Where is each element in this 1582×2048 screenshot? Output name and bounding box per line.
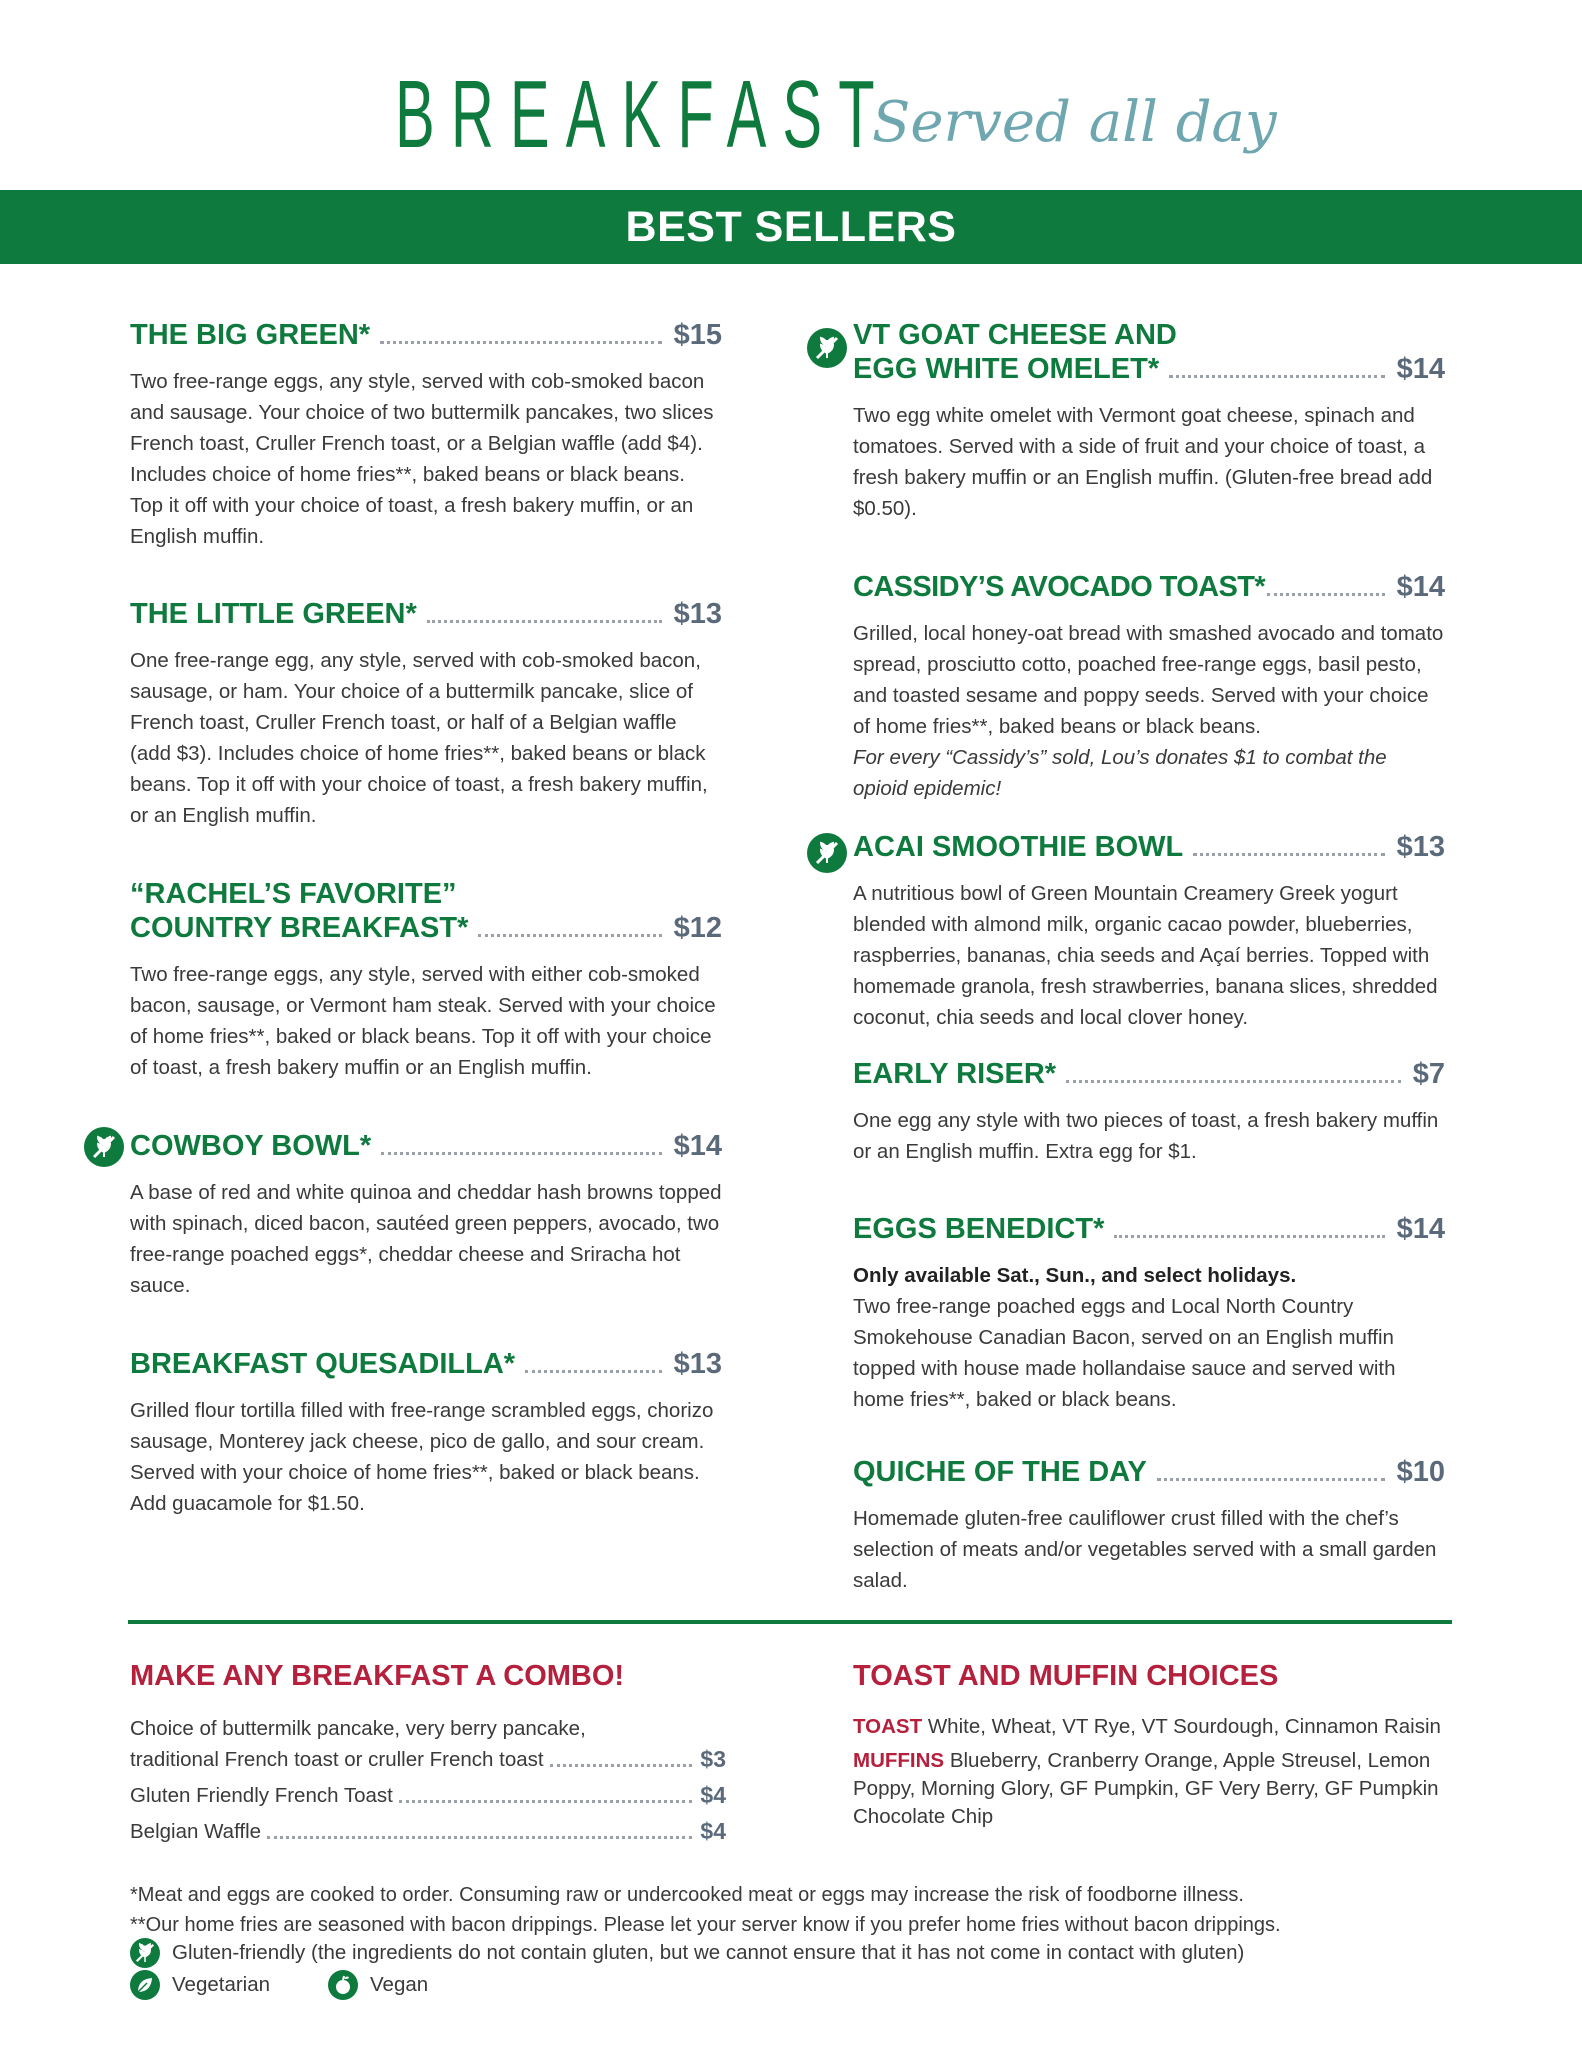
item-description: Two free-range eggs, any style, served with either cob-smoked bacon, sausage, or Vermont ham steak. Served with your choice of home fries**, baked or black beans. Top it off with your choice of toast, a fresh bakery muffin or an English muffin.: [130, 963, 716, 1079]
section-banner: [0, 190, 1582, 264]
combo-heading: MAKE ANY BREAKFAST A COMBO!: [130, 1660, 625, 1692]
banner-text: BEST SELLERS: [625, 202, 957, 251]
item-description: Homemade gluten-free cauliflower crust filled with the chef’s selection of meats and/or vegetables served with a small garden salad.: [853, 1507, 1437, 1592]
muffins-line: [853, 1747, 1453, 1831]
gluten-free-icon: [84, 1127, 124, 1167]
item-name: COUNTRY BREAKFAST*: [130, 912, 469, 944]
page-subtitle: Served all day: [872, 90, 1277, 155]
legend-vegan: [328, 1970, 428, 2000]
legend-gluten: [130, 1938, 1244, 1968]
item-price: $14: [1396, 353, 1445, 385]
item-name: COWBOY BOWL*: [130, 1130, 372, 1162]
combo-row1-line2: traditional French toast or cruller French toast: [130, 1748, 544, 1771]
item-name: BREAKFAST QUESADILLA*: [130, 1348, 516, 1380]
combo-price: $4: [700, 1782, 726, 1808]
apple-icon: [328, 1970, 358, 2000]
item-name: EGG WHITE OMELET*: [853, 353, 1160, 385]
menu-item: [130, 318, 722, 552]
combo-list: [130, 1713, 726, 1847]
item-description: Two egg white omelet with Vermont goat cheese, spinach and tomatoes. Served with a side of fruit and your choice of toast, a fresh bakery muffin or an English muffin. (Gluten-free bread add $0.50).: [853, 404, 1433, 520]
item-description: One egg any style with two pieces of toast, a fresh bakery muffin or an English muffin. Extra egg for $1.: [853, 1109, 1439, 1163]
footnote-homefries: **Our home fries are seasoned with bacon drippings. Please let your server know if you prefer home fries without bacon drippings.: [130, 1914, 1281, 1936]
item-price: $15: [673, 319, 722, 351]
item-price: $14: [673, 1130, 722, 1162]
item-note: Only available Sat., Sun., and select holidays.: [853, 1264, 1297, 1287]
item-price: $12: [673, 912, 722, 944]
item-price: $14: [1396, 1213, 1445, 1245]
menu-header: [0, 40, 1582, 170]
menu-item: [853, 1212, 1445, 1415]
menu-item: [853, 1057, 1445, 1167]
leader-dots: [478, 934, 661, 937]
choices-list: [853, 1713, 1453, 1831]
menu-item: [130, 1347, 722, 1519]
gluten-free-icon: [807, 833, 847, 873]
item-name: ACAI SMOOTHIE BOWL: [853, 831, 1184, 863]
combo-row3: Belgian Waffle: [130, 1820, 262, 1843]
item-price: $13: [1396, 831, 1445, 863]
item-name: THE LITTLE GREEN*: [130, 598, 417, 630]
combo-price: $3: [700, 1746, 726, 1772]
page-title: BREAKFAST: [395, 61, 891, 168]
leader-dots: [1169, 375, 1384, 378]
menu-item: [130, 877, 722, 1083]
item-name-line1: “RACHEL’S FAVORITE”: [130, 878, 457, 910]
menu-item: [130, 1129, 722, 1301]
menu-item: [853, 318, 1445, 524]
item-name-line1: VT GOAT CHEESE AND: [853, 319, 1177, 351]
leader-dots: [380, 341, 662, 344]
item-price: $13: [673, 598, 722, 630]
item-name: CASSIDY’S AVOCADO TOAST*: [853, 571, 1266, 603]
item-name: THE BIG GREEN*: [130, 319, 371, 351]
legend-gluten-text: Gluten-friendly (the ingredients do not contain gluten, but we cannot ensure that it has not come in contact with gluten): [172, 1941, 1245, 1964]
section-divider: [128, 1620, 1452, 1624]
legend-vegetarian-text: Vegetarian: [172, 1973, 271, 1996]
toast-line: [853, 1713, 1453, 1741]
item-description: A base of red and white quinoa and cheddar hash browns topped with spinach, diced bacon, sautéed green peppers, avocado, two free-range poached eggs*, cheddar cheese and Sriracha hot sauce.: [130, 1181, 722, 1297]
footnote-meat: *Meat and eggs are cooked to order. Consuming raw or undercooked meat or eggs may increase the risk of foodborne illness.: [130, 1884, 1244, 1906]
muffin-options: Blueberry, Cranberry Orange, Apple Streusel, Lemon Poppy, Morning Glory, GF Pumpkin, GF Very Berry, GF Pumpkin Chocolate Chip: [853, 1749, 1439, 1828]
leader-dots: [525, 1370, 662, 1373]
gluten-free-icon: [807, 328, 847, 368]
gluten-free-icon: [130, 1938, 160, 1968]
leader-dots: [427, 620, 662, 623]
item-price: $14: [1396, 571, 1445, 603]
menu-item: [130, 597, 722, 831]
leader-dots: [267, 1836, 692, 1839]
legend-vegetarian: [130, 1970, 270, 2000]
item-price: $10: [1396, 1456, 1445, 1488]
item-name: QUICHE OF THE DAY: [853, 1456, 1147, 1488]
combo-row2: Gluten Friendly French Toast: [130, 1784, 393, 1807]
leader-dots: [1193, 853, 1384, 856]
leader-dots: [399, 1800, 693, 1803]
item-description: Grilled flour tortilla filled with free-range scrambled eggs, chorizo sausage, Monterey jack cheese, pico de gallo, and sour cream. Served with your choice of home fries**, baked or black beans. Add guacamole for $1.50.: [130, 1399, 714, 1515]
item-price: $7: [1412, 1058, 1445, 1090]
leaf-icon: [130, 1970, 160, 2000]
legend-vegan-text: Vegan: [370, 1973, 429, 1996]
item-description: Grilled, local honey-oat bread with smashed avocado and tomato spread, prosciutto cotto, poached free-range eggs, basil pesto, and toasted sesame and poppy seeds. Served with your choice of home fries**, baked beans or black beans.: [853, 622, 1444, 738]
item-name: EARLY RISER*: [853, 1058, 1057, 1090]
item-description: Two free-range eggs, any style, served with cob-smoked bacon and sausage. Your choice of two buttermilk pancakes, two slices French toast, Cruller French toast, or a Belgian waffle (add $4). Includes choice of home fries**, baked beans or black beans. Top it off with your choice of toast, a fresh bakery muffin, or an English muffin.: [130, 370, 714, 548]
leader-dots: [1114, 1235, 1384, 1238]
menu-item: [853, 830, 1445, 1033]
muffins-label: MUFFINS: [853, 1749, 945, 1772]
footnotes: [130, 1880, 1460, 1940]
menu-item: [853, 1455, 1445, 1596]
toast-options: White, Wheat, VT Rye, VT Sourdough, Cinnamon Raisin: [927, 1715, 1441, 1738]
item-price: $13: [673, 1348, 722, 1380]
choices-heading: TOAST AND MUFFIN CHOICES: [853, 1660, 1279, 1692]
item-description: One free-range egg, any style, served with cob-smoked bacon, sausage, or ham. Your choice of a buttermilk pancake, slice of French toast, Cruller French toast, or half of a Belgian waffle (add $3). Includes choice of home fries**, baked beans or black beans. Top it off with your choice of toast, a fresh bakery muffin, or an English muffin.: [130, 649, 708, 827]
item-description: Two free-range poached eggs and Local North Country Smokehouse Canadian Bacon, served on an English muffin topped with house made hollandaise sauce and served with home fries**, baked or black beans.: [853, 1295, 1396, 1411]
toast-label: TOAST: [853, 1715, 923, 1738]
combo-row1-line1: Choice of buttermilk pancake, very berry pancake,: [130, 1717, 586, 1740]
leader-dots: [550, 1764, 693, 1767]
leader-dots: [1157, 1478, 1385, 1481]
leader-dots: [1066, 1080, 1401, 1083]
item-description: A nutritious bowl of Green Mountain Creamery Greek yogurt blended with almond milk, organic cacao powder, blueberries, raspberries, bananas, chia seeds and Açaí berries. Topped with homemade granola, fresh strawberries, banana slices, shredded coconut, chia seeds and local clover honey.: [853, 882, 1438, 1029]
item-note: For every “Cassidy’s” sold, Lou’s donates $1 to combat the opioid epidemic!: [853, 746, 1387, 800]
menu-item: [853, 570, 1445, 804]
leader-dots: [381, 1152, 661, 1155]
combo-price: $4: [700, 1818, 726, 1844]
item-name: EGGS BENEDICT*: [853, 1213, 1105, 1245]
leader-dots: [1267, 593, 1385, 596]
